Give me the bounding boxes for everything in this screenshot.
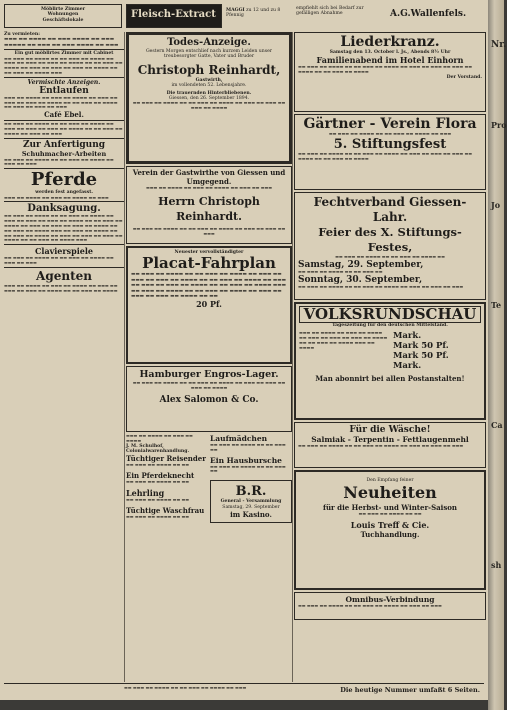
column-events xyxy=(294,32,486,682)
placat-details: ▬▬ ▬▬▬ ▬▬ ▬▬▬▬ ▬▬ ▬▬ ▬▬▬ ▬▬ ▬▬▬▬ ▬▬ ▬▬▬ ▬▬ ▬▬▬ ▬▬ ▬▬▬ ▬▬ ▬▬▬▬ ▬▬ ▬▬ ▬▬▬ ▬▬ ▬▬▬▬ ▬▬ ▬▬▬ ▬▬ ▬▬▬ ▬▬ ▬▬▬ ▬▬ ▬▬▬▬ ▬▬ ▬▬ ▬▬▬ ▬▬ ▬▬▬▬ ▬▬▬ ▬▬ ▬▬▬ ▬▬ ▬▬▬▬ ▬▬ ▬▬ ▬▬▬ ▬▬ ▬▬▬▬ ▬▬ ▬▬▬ ▬▬ ▬▬▬ ▬▬ ▬▬▬ ▬▬ ▬▬▬▬ ▬▬ ▬▬ xyxy=(131,272,286,300)
column-classifieds xyxy=(4,32,124,682)
funeral-details: ▬▬ ▬▬▬ ▬▬ ▬▬▬▬ ▬▬ ▬▬ ▬▬▬ ▬▬ ▬▬▬▬ ▬▬ ▬▬▬ ▬▬ ▬▬▬ ▬▬ ▬▬▬ ▬▬ ▬▬▬▬ xyxy=(132,100,286,111)
waesche-heading: Für die Wäsche! xyxy=(349,425,431,435)
edge-text-1: Nr. xyxy=(491,40,507,50)
placat-intro: Neuester vervollständigter xyxy=(174,250,244,255)
engros-firm: Alex Salomon & Co. xyxy=(159,394,259,405)
wallenfels-name: A.G.Wallenfels. xyxy=(390,9,467,19)
schuhmacher-text: Schuhmacher-Arbeiten xyxy=(21,149,107,158)
place-date: Giessen, den 26. September 1894. xyxy=(168,96,250,102)
todes-anzeige xyxy=(126,32,292,164)
neuheiten-title: Neuheiten xyxy=(343,483,437,503)
liederkranz-vorstand: Der Vorstand. xyxy=(446,75,482,80)
louis-treff: Louis Treff & Cie. xyxy=(350,520,430,531)
hausbursche-heading: Ein Hausbursche xyxy=(210,455,282,465)
todes-intro: Gestern Morgen entschlief nach kurzem Leiden unser treubesorgter Gatte, Vater und Bruder xyxy=(146,49,272,60)
tuchhandlung: Tuchhandlung. xyxy=(360,530,420,540)
engros-lager-ad xyxy=(126,366,292,432)
danksagung-heading: Danksagung. xyxy=(27,203,101,215)
next-page-edge xyxy=(488,0,507,710)
pferde-note: werden fest angefasst. xyxy=(35,190,93,196)
small-ads-block xyxy=(126,434,292,610)
vermieten-listing: ▬▬▬ ▬▬ ▬▬▬▬ ▬▬ ▬▬▬ ▬▬▬▬ ▬▬ ▬▬▬ ▬▬▬▬▬ ▬▬ ▬▬▬ ▬▬ ▬▬▬ ▬▬▬▬ ▬▬ ▬▬▬ xyxy=(4,37,119,48)
todes-title: Todes-Anzeige. xyxy=(167,37,251,48)
vr-price-1: Mark. xyxy=(393,331,422,342)
feier-title: Feier des X. Stiftungs-Festes, xyxy=(318,225,462,254)
liederkranz-date: Samstag den 13. October l. Js., Abends 8½ Uhr xyxy=(329,50,451,55)
br-place: im Kasino. xyxy=(230,510,272,519)
verein-title: Verein der Gastwirthe von Giessen und Umgegend. xyxy=(132,168,286,186)
rooms-ad xyxy=(4,4,122,28)
fleisch-extract-banner xyxy=(126,4,222,28)
pferde-details: ▬▬▬ ▬▬ ▬▬▬▬ ▬▬ ▬▬▬ ▬▬ ▬▬▬▬ ▬▬ ▬▬▬ xyxy=(4,194,109,200)
stiftungsfest: 5. Stiftungsfest xyxy=(333,136,447,152)
laufmaedchen-heading: Laufmädchen xyxy=(210,434,268,443)
vr-price-2: Mark 50 Pf. xyxy=(393,341,449,352)
maggi-label: MAGGI xyxy=(226,8,245,13)
salmiak-product: Salmiak - Terpentin - Fettlaugenmehl xyxy=(311,435,469,444)
fechtverband-title: Fechtverband Giessen-Lahr. xyxy=(313,195,467,224)
br-notice xyxy=(210,480,292,523)
danksagung-text: ▬▬ ▬▬▬ ▬▬ ▬▬▬▬ ▬▬ ▬▬ ▬▬▬ ▬▬ ▬▬▬▬ ▬▬ ▬▬▬ ▬▬ ▬▬▬ ▬▬ ▬▬▬ ▬▬ ▬▬▬▬ ▬▬ ▬▬ ▬▬▬ ▬▬ ▬▬▬▬ ▬▬ ▬▬▬ ▬▬ ▬▬▬ ▬▬ ▬▬▬ ▬▬ ▬▬▬▬ ▬▬ ▬▬ ▬▬▬ ▬▬ ▬▬▬▬ ▬▬▬ ▬▬ ▬▬▬ ▬▬ ▬▬▬▬ ▬▬ ▬▬ ▬▬▬ ▬▬ ▬▬▬▬ ▬▬ ▬▬▬ ▬▬ ▬▬▬ ▬▬ ▬▬▬ ▬▬ ▬▬▬▬ ▬▬ ▬▬ ▬▬▬ ▬▬ ▬▬▬▬ ▬▬▬ xyxy=(4,213,123,243)
deceased-age: im vollendeten 52. Lebensjahre. xyxy=(171,83,247,89)
verein-details: ▬▬ ▬▬▬ ▬▬ ▬▬▬▬ ▬▬ ▬▬ ▬▬▬ ▬▬ ▬▬▬▬ ▬▬ ▬▬▬ ▬▬ ▬▬▬ ▬▬ ▬▬▬ xyxy=(132,225,286,236)
column-rule-2 xyxy=(292,32,293,682)
edge-text-5: Ca xyxy=(491,420,503,430)
pferde-heading: Pferde xyxy=(30,169,98,191)
cabinet-ad: Ein gut möblirtes Zimmer mit Cabinet xyxy=(14,51,114,57)
liederkranz-ad: Liederkranz. Samstag den 13. October l. Js., Abends 8½ Uhr Familienabend im Hotel Einhorn ▬▬ ▬▬▬ ▬▬ ▬▬▬▬ ▬▬ ▬▬ ▬▬▬ ▬▬ ▬▬▬▬ ▬▬ ▬▬▬ ▬▬ ▬▬▬ ▬▬ ▬▬▬ ▬▬ ▬▬▬▬ ▬▬ ▬▬ ▬▬▬ ▬▬ ▬▬▬▬ Der Vorstand. xyxy=(294,32,486,112)
omnibus-ad: Omnibus-Verbindung ▬▬ ▬▬▬ ▬▬ ▬▬▬▬ ▬▬ ▬▬ ▬▬▬ ▬▬ ▬▬▬▬ ▬▬ ▬▬▬ ▬▬ ▬▬▬ xyxy=(294,592,486,620)
vr-price-4: Mark. xyxy=(393,361,422,372)
volksrundschau-title: VOLKSRUNDSCHAU xyxy=(299,306,481,323)
rooms-line-2: Wohnungen xyxy=(47,12,79,18)
page-footer: ▬▬ ▬▬▬ ▬▬ ▬▬▬▬ ▬▬ ▬▬ ▬▬▬ ▬▬ ▬▬▬▬ ▬▬ ▬▬▬ Die heutige Nummer umfaßt 6 Seiten. xyxy=(4,683,484,696)
lehrling-heading: Lehrling xyxy=(126,488,165,498)
vermischte-heading: Vermischte Anzeigen. xyxy=(27,78,101,86)
edge-text-3: Jo xyxy=(491,200,501,210)
gaertner-verein-ad: Gärtner - Verein Flora ▬▬ ▬▬▬ ▬▬ ▬▬▬▬ ▬▬ ▬▬ ▬▬▬ ▬▬ ▬▬▬▬ ▬▬ ▬▬▬ 5. Stiftungsfest ▬▬ ▬▬▬ ▬▬ ▬▬▬▬ ▬▬ ▬▬ ▬▬▬ ▬▬ ▬▬▬▬ ▬▬ ▬▬▬ ▬▬ ▬▬▬ ▬▬ ▬▬▬ ▬▬ ▬▬▬▬ ▬▬ ▬▬ ▬▬▬ ▬▬ ▬▬▬▬ xyxy=(294,114,486,190)
vr-price-3: Mark 50 Pf. xyxy=(393,351,449,362)
header-strip xyxy=(0,0,488,30)
volksrundschau-ad: VOLKSRUNDSCHAU Tageszeitung für den deutschen Mittelstand. ▬▬▬ ▬▬ ▬▬▬▬ ▬▬ ▬▬▬ ▬▬ ▬▬▬▬ ▬▬ ▬▬▬ ▬▬ ▬▬▬ ▬▬ ▬▬▬ ▬▬ ▬▬▬▬ ▬▬ ▬▬ ▬▬▬ ▬▬ ▬▬▬▬ ▬▬▬ ▬▬ ▬▬▬▬ Mark. Mark 50 Pf. Mark 50 Pf. Mark. Man abonnirt bei allen Postanstalten! xyxy=(294,302,486,420)
br-heading: B.R. xyxy=(235,484,267,500)
deceased-occupation: Gastwirth, xyxy=(195,77,223,83)
rooms-line-3: Geschäftslokale xyxy=(42,17,84,23)
edge-text-6: sh xyxy=(491,560,502,570)
column-rule-1 xyxy=(124,32,125,682)
vr-abonniert: Man abonnirt bei allen Postanstalten! xyxy=(315,374,465,384)
waschfrau-heading: Tüchtige Waschfrau xyxy=(126,505,205,515)
mourners: Die trauernden Hinterbliebenen. xyxy=(166,90,252,96)
verein-notice xyxy=(126,166,292,244)
verein-name: Herrn Christoph Reinhardt. xyxy=(158,194,260,223)
volksrundschau-sub: Tageszeitung für den deutschen Mittelstand. xyxy=(332,323,448,328)
fecht-samstag: Samstag, 29. September, xyxy=(298,259,424,270)
saison-text: für die Herbst- und Winter-Saison xyxy=(322,503,458,513)
agenten-heading: Agenten xyxy=(36,268,92,283)
edge-text-2: Pro xyxy=(491,120,507,130)
engros-title: Hamburger Engros-Lager. xyxy=(139,369,279,380)
small-ads-right: Laufmädchen ▬▬ ▬▬▬ ▬▬ ▬▬▬▬ ▬▬ ▬▬ ▬▬▬ ▬▬ Ein Hausbursche ▬▬ ▬▬▬ ▬▬ ▬▬▬▬ ▬▬ ▬▬ ▬▬▬ ▬▬ B.R. General - Versammlung Samstag, 29. September im Kasino. xyxy=(210,434,292,525)
rooms-line-1: Möblirte Zimmer xyxy=(40,7,86,12)
column-notices xyxy=(126,32,292,682)
pferdeknecht-heading: Ein Pferdeknecht xyxy=(126,471,195,481)
placat-price: 20 Pf. xyxy=(196,299,222,310)
omnibus-notice: ▬▬ ▬▬▬ ▬▬ ▬▬▬▬ ▬▬ ▬▬ ▬▬▬ ▬▬ ▬▬▬▬ ▬▬ ▬▬▬ ▬▬ ▬▬▬ ▬▬ ▬▬▬ ▬▬ ▬▬▬▬ ▬▬ ▬▬ ▬▬▬ ▬▬ ▬▬▬▬ ▬▬ ▬▬▬ ▬▬ ▬▬▬ xyxy=(4,121,123,136)
familienabend: Familienabend im Hotel Einhorn xyxy=(316,55,464,66)
placat-fahrplan-ad xyxy=(126,246,292,364)
supplier-text: empfiehlt sich bei Bedarf zur gefälligen Abnahme xyxy=(296,6,364,17)
br-date: Samstag, 29. September xyxy=(222,504,280,510)
placat-title: Placat-Fahrplan xyxy=(142,254,276,273)
br-subheading: General - Versammlung xyxy=(220,499,282,505)
reisender-heading: Tüchtiger Reisender xyxy=(126,454,206,464)
cafe-ebel: Café Ebel. xyxy=(44,110,84,120)
fleisch-extract-label: Fleisch-Extract xyxy=(131,9,216,20)
klavier-heading: Clavierspiele xyxy=(35,246,93,257)
cabinet-listing: ▬▬ ▬▬▬ ▬▬ ▬▬▬▬ ▬▬ ▬▬ ▬▬▬ ▬▬ ▬▬▬▬ ▬▬ ▬▬▬ ▬▬ ▬▬▬ ▬▬ ▬▬▬ ▬▬ ▬▬▬▬ ▬▬ ▬▬ ▬▬▬ ▬▬ ▬▬▬▬ ▬▬ ▬▬▬ ▬▬ ▬▬▬ ▬▬ ▬▬▬ ▬▬ ▬▬▬▬ ▬▬ ▬▬ ▬▬▬ ▬▬ ▬▬▬▬ ▬▬▬ xyxy=(4,55,123,76)
fecht-sonntag: Sonntag, 30. September, xyxy=(298,274,423,285)
fechtverband-ad: Fechtverband Giessen-Lahr. Feier des X. Stiftungs-Festes, ▬▬ ▬▬▬ ▬▬ ▬▬▬▬ ▬▬ ▬▬ ▬▬▬ ▬▬ ▬▬▬▬ ▬▬ Samstag, 29. September, ▬▬ ▬▬▬ ▬▬ ▬▬▬▬ ▬▬ ▬▬ ▬▬▬ ▬▬ Sonntag, 30. September, ▬▬ ▬▬▬ ▬▬ ▬▬▬▬ ▬▬ ▬▬ ▬▬▬ ▬▬ ▬▬▬▬ ▬▬ ▬▬▬ ▬▬ ▬▬▬ ▬▬ ▬▬▬ xyxy=(294,192,486,300)
waesche-ad: Für die Wäsche! Salmiak - Terpentin - Fettlaugenmehl ▬▬ ▬▬▬ ▬▬ ▬▬▬▬ ▬▬ ▬▬ ▬▬▬ ▬▬ ▬▬▬▬ ▬▬ ▬▬▬ ▬▬ ▬▬▬ ▬▬ ▬▬▬ xyxy=(294,422,486,468)
verein-intro: ▬▬▬ ▬▬ ▬▬▬▬ ▬▬ ▬▬▬ ▬▬ ▬▬▬▬ ▬▬ ▬▬▬ ▬▬ ▬▬▬ xyxy=(145,185,273,190)
anfertigung-heading: Zur Anfertigung xyxy=(22,139,106,150)
small-ads-left: ▬▬▬ ▬▬ ▬▬▬▬ ▬▬ ▬▬▬ ▬▬ ▬▬▬▬ J. M. Schulhof, Colonialwarenhandlung. Tüchtiger Reisender ▬▬ ▬▬▬ ▬▬ ▬▬▬▬ ▬▬ ▬▬ Ein Pferdeknecht ▬▬ ▬▬▬ ▬▬ ▬▬▬▬ ▬▬ ▬▬ Lehrling ▬▬ ▬▬▬ ▬▬ ▬▬▬▬ ▬▬ ▬▬ Tüchtige Waschfrau ▬▬ ▬▬▬ ▬▬ ▬▬▬▬ ▬▬ ▬▬ xyxy=(126,433,206,519)
liederkranz-title: Liederkranz. xyxy=(340,34,440,50)
schuhmacher-details: ▬▬ ▬▬▬ ▬▬ ▬▬▬▬ ▬▬ ▬▬ ▬▬▬ ▬▬ ▬▬▬▬ ▬▬ ▬▬▬ ▬▬ ▬▬▬ xyxy=(4,156,114,167)
omnibus-title: Omnibus-Verbindung xyxy=(345,595,435,604)
engros-details: ▬▬ ▬▬▬ ▬▬ ▬▬▬▬ ▬▬ ▬▬ ▬▬▬ ▬▬ ▬▬▬▬ ▬▬ ▬▬▬ ▬▬ ▬▬▬ ▬▬ ▬▬▬ ▬▬ ▬▬▬▬ xyxy=(132,380,286,390)
edge-text-4: Te xyxy=(491,300,502,310)
entlaufen-text: ▬▬▬ ▬▬ ▬▬▬▬ ▬▬ ▬▬▬ ▬▬ ▬▬▬▬ ▬▬ ▬▬▬ ▬▬ ▬▬▬ ▬▬ ▬▬▬ ▬▬ ▬▬▬▬ ▬▬ ▬▬ ▬▬▬ ▬▬ ▬▬▬▬ ▬▬ ▬▬▬ ▬▬ ▬▬▬ ▬▬ ▬▬▬ xyxy=(4,94,118,110)
maggi-ad xyxy=(226,8,292,19)
entlaufen-heading: Entlaufen xyxy=(39,85,89,96)
gaertner-title: Gärtner - Verein Flora xyxy=(303,116,477,132)
footer-note: Die heutige Nummer umfaßt 6 Seiten. xyxy=(340,686,480,694)
maggi-text: zu 12 und zu 8 Pfennig xyxy=(226,8,281,19)
schulhof: J. M. Schulhof, Colonialwarenhandlung. xyxy=(126,443,190,454)
deceased-name: Christoph Reinhardt, xyxy=(137,62,281,77)
agenten-text: ▬▬▬ ▬▬ ▬▬▬▬ ▬▬ ▬▬▬ ▬▬ ▬▬▬▬ ▬▬ ▬▬▬ ▬▬ ▬▬▬ ▬▬ ▬▬▬ ▬▬ ▬▬▬▬ ▬▬ ▬▬ ▬▬▬ ▬▬ ▬▬▬▬ xyxy=(4,282,118,293)
empfang-text: Den Empfang feiner xyxy=(366,478,414,483)
neuheiten-ad: Den Empfang feiner Neuheiten für die Herbst- und Winter-Saison ▬▬ ▬▬▬ ▬▬ ▬▬▬▬ ▬▬ ▬▬ Louis Treff & Cie. Tuchhandlung. xyxy=(294,470,486,590)
zu-vermieten-heading: Zu vermieten: xyxy=(4,32,40,37)
klavier-text: ▬▬ ▬▬▬ ▬▬ ▬▬▬▬ ▬▬ ▬▬ ▬▬▬ ▬▬ ▬▬▬▬ ▬▬ ▬▬▬ ▬▬ ▬▬▬ xyxy=(4,255,114,265)
